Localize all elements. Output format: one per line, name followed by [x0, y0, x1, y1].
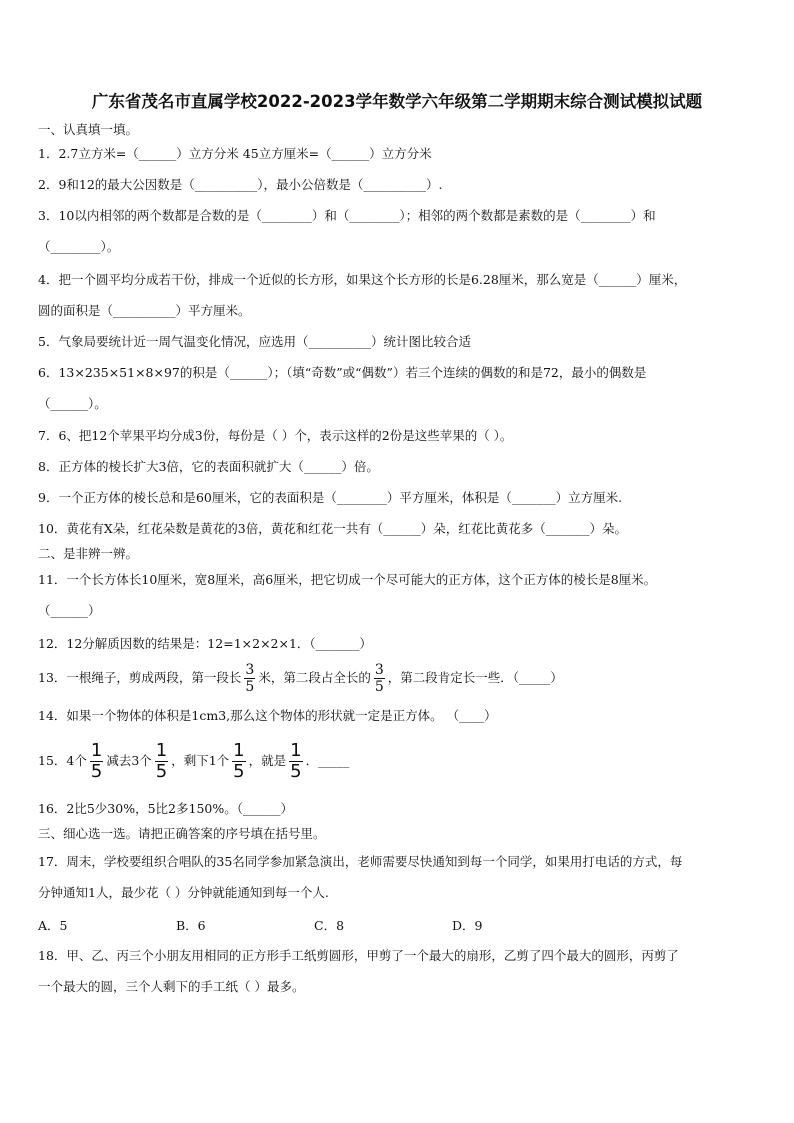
question-2: 2．9和12的最大公因数是（__________），最小公倍数是（__________）. — [38, 177, 443, 192]
question-10: 10．黄花有X朵，红花朵数是黄花的3倍，黄花和红花一共有（______）朵，红花比黄花多（_______）朵。 — [38, 521, 628, 536]
question-18-line-1: 18．甲、乙、丙三个小朋友用相同的正方形手工纸剪圆形，甲剪了一个最大的扇形，乙剪了四个最大的圆形，丙剪了 — [38, 948, 679, 963]
fraction-numerator: 1 — [155, 740, 168, 761]
option-c: C．8 — [314, 918, 345, 933]
option-d: D．9 — [452, 918, 483, 933]
question-9: 9．一个正方体的棱长总和是60厘米，它的表面积是（________）平方厘米，体积是（_______）立方厘米. — [38, 490, 623, 505]
option-a: A．5 — [38, 918, 68, 933]
question-15 — [38, 740, 762, 782]
fraction-numerator: 1 — [90, 740, 103, 761]
question-14: 14．如果一个物体的体积是1cm3,那么这个物体的形状就一定是正方体。 （____） — [38, 708, 497, 723]
fraction-denominator: 5 — [245, 679, 255, 695]
question-13-text-1: 13．一根绳子，剪成两段，第一段长 — [38, 670, 242, 685]
fraction-three-fifths — [374, 663, 385, 694]
question-15-text-2: 减去3个 — [106, 753, 152, 768]
question-17-line-2: 分钟通知1人，最少花（ ）分钟就能通知到每一个人. — [38, 885, 329, 900]
question-17-line-1: 17．周末，学校要组织合唱队的35名同学参加紧急演出，老师需要尽快通知到每一个同学，如果用打电话的方式，每 — [38, 854, 683, 869]
section-heading-fill: 一、认真填一填。 — [38, 122, 139, 137]
fraction-denominator: 5 — [90, 761, 103, 782]
section-heading-judge: 二、是非辨一辨。 — [38, 546, 139, 561]
page-title: 广东省茂名市直属学校2022-2023学年数学六年级第二学期期末综合测试模拟试题 — [91, 92, 703, 111]
question-1: 1．2.7立方米=（______）立方分米 45立方厘米=（______）立方分米 — [38, 146, 432, 161]
question-4-line-2: 圆的面积是（__________）平方厘米。 — [38, 303, 251, 318]
fraction-denominator: 5 — [233, 761, 245, 782]
fraction-one-fifth — [289, 742, 302, 781]
question-13-text-3: ，第二段肯定长一些．（_____） — [387, 670, 563, 685]
question-11-line-2: （______） — [38, 603, 101, 618]
question-4-line-1: 4．把一个圆平均分成若干份，排成一个近似的长方形，如果这个长方形的长是6.28厘米，那么宽是（______）厘米， — [38, 272, 687, 287]
fraction-denominator: 5 — [374, 679, 384, 695]
question-3-line-2: （________）。 — [38, 239, 120, 254]
question-15-text-3: ，剩下1个 — [171, 753, 230, 768]
question-13 — [38, 661, 762, 695]
fraction-numerator: 3 — [374, 662, 384, 678]
option-b: B．6 — [176, 918, 206, 933]
question-13-text-2: 米，第二段占全长的 — [258, 670, 371, 685]
question-15-text-5: ．_____ — [305, 753, 350, 768]
question-12: 12．12分解质因数的结果是：12=1×2×2×1．（_______） — [38, 636, 372, 651]
question-8: 8．正方体的棱长扩大3倍，它的表面积就扩大（______）倍。 — [38, 459, 379, 474]
question-18-line-2: 一个最大的圆，三个人剩下的手工纸（ ）最多。 — [38, 979, 305, 994]
fraction-numerator: 1 — [233, 740, 245, 761]
section-heading-choice: 三、细心选一选。请把正确答案的序号填在括号里。 — [38, 826, 326, 841]
question-6-line-2: （______）。 — [38, 396, 107, 411]
fraction-three-fifths — [244, 663, 255, 694]
question-15-text-4: ，就是 — [248, 753, 287, 768]
question-15-text-1: 15．4个 — [38, 753, 87, 768]
fraction-denominator: 5 — [290, 761, 302, 782]
fraction-numerator: 3 — [245, 662, 255, 678]
fraction-numerator: 1 — [290, 740, 302, 761]
fraction-one-fifth — [232, 742, 245, 781]
question-3-line-1: 3．10以内相邻的两个数都是合数的是（________）和（________）；相邻的两个数都是素数的是（________）和 — [38, 208, 656, 223]
question-11-line-1: 11．一个长方体长10厘米，宽8厘米，高6厘米，把它切成一个尽可能大的正方体，这个正方体的棱长是8厘米。 — [38, 572, 657, 587]
question-7: 7．6、把12个苹果平均分成3份，每份是（ ）个，表示这样的2份是这些苹果的（ ）。 — [38, 428, 513, 443]
fraction-denominator: 5 — [155, 761, 168, 782]
question-16: 16．2比5少30%，5比2多150%。（______） — [38, 801, 293, 816]
question-5: 5．气象局要统计近一周气温变化情况，应选用（__________）统计图比较合适 — [38, 334, 471, 349]
fraction-one-fifth — [90, 742, 103, 781]
question-6-line-1: 6．13×235×51×8×97的积是（______）；（填“奇数”或“偶数”）若三个连续的偶数的和是72，最小的偶数是 — [38, 365, 647, 380]
fraction-one-fifth — [155, 742, 168, 781]
